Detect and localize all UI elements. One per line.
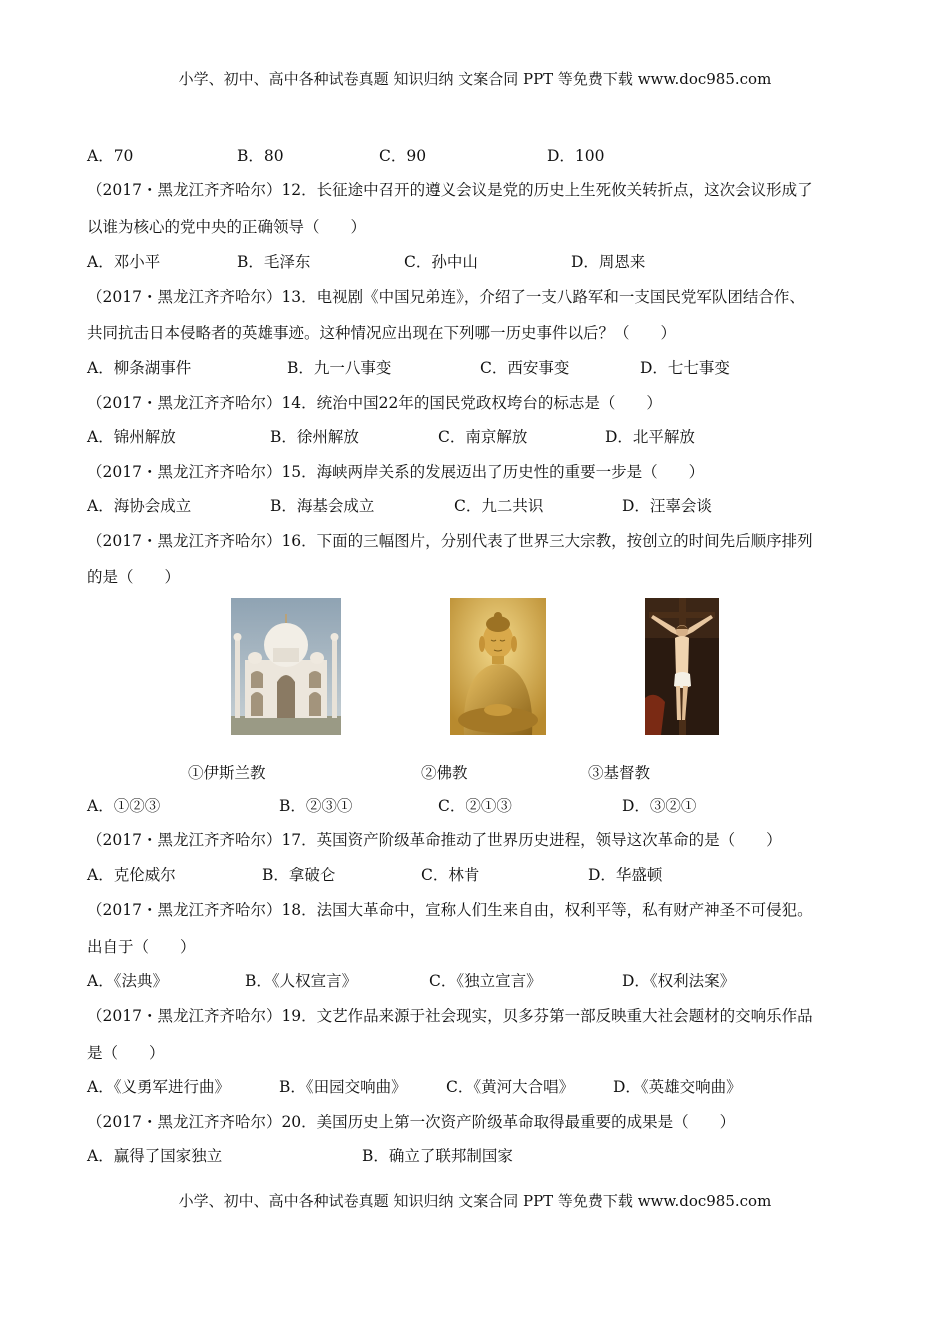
q14-option-a: A．锦州解放 (87, 428, 176, 446)
q12-stem-line1: （2017・黑龙江齐齐哈尔）12．长征途中召开的遵义会议是党的历史上生死攸关转折点，这次会议形成了 (87, 181, 813, 199)
q15-option-c: C．九二共识 (454, 497, 544, 515)
q18-option-b: B．《人权宣言》 (245, 972, 358, 990)
q16-option-a: A．①②③ (87, 797, 161, 815)
q19-stem-line2: 是（ ） (87, 1044, 165, 1062)
buddha-illustration (450, 598, 546, 735)
q11-option-d: D．100 (547, 147, 605, 165)
q13-stem-line2: 共同抗击日本侵略者的英雄事迹。这种情况应出现在下列哪一历史事件以后？（ ） (87, 324, 677, 342)
q17-option-b: B．拿破仑 (262, 866, 336, 884)
page-header: 小学、初中、高中各种试卷真题 知识归纳 文案合同 PPT 等免费下载 www.doc985.com (178, 70, 772, 88)
q14-option-c: C．南京解放 (438, 428, 528, 446)
q12-option-b: B．毛泽东 (237, 253, 311, 271)
q18-option-c: C．《独立宣言》 (429, 972, 542, 990)
q12-stem-line2: 以谁为核心的党中央的正确领导（ ） (87, 218, 367, 236)
q19-option-d: D．《英雄交响曲》 (613, 1078, 742, 1096)
page-footer: 小学、初中、高中各种试卷真题 知识归纳 文案合同 PPT 等免费下载 www.doc985.com (178, 1192, 772, 1210)
christianity-crucifix-image (645, 598, 719, 735)
q15-option-b: B．海基会成立 (270, 497, 375, 515)
crucifix-illustration (645, 598, 719, 735)
q15-option-d: D．汪辜会谈 (622, 497, 712, 515)
q16-stem-line1: （2017・黑龙江齐齐哈尔）16．下面的三幅图片，分别代表了世界三大宗教，按创立的时间先后顺序排列 (87, 532, 813, 550)
q11-option-b: B．80 (237, 147, 284, 165)
q20-option-a: A．赢得了国家独立 (87, 1147, 223, 1165)
q18-option-d: D．《权利法案》 (622, 972, 736, 990)
q13-option-d: D．七七事变 (640, 359, 730, 377)
q16-stem-line2: 的是（ ） (87, 568, 181, 586)
q12-option-a: A．邓小平 (87, 253, 161, 271)
q19-option-c: C．《黄河大合唱》 (446, 1078, 575, 1096)
q19-option-a: A．《义勇军进行曲》 (87, 1078, 230, 1096)
q17-option-c: C．林肯 (421, 866, 480, 884)
q16-caption-3: ③基督教 (588, 764, 651, 782)
q13-stem-line1: （2017・黑龙江齐齐哈尔）13．电视剧《中国兄弟连》，介绍了一支八路军和一支国民党军队团结合作、 (87, 288, 805, 306)
q16-option-d: D．③②① (622, 797, 697, 815)
q18-stem-line1: （2017・黑龙江齐齐哈尔）18．法国大革命中，宣称人们生来自由，权利平等，私有财产神圣不可侵犯。 (87, 901, 813, 919)
q15-stem-line1: （2017・黑龙江齐齐哈尔）15．海峡两岸关系的发展迈出了历史性的重要一步是（ ） (87, 463, 705, 481)
q19-option-b: B．《田园交响曲》 (279, 1078, 407, 1096)
mosque-illustration (231, 598, 341, 735)
q16-caption-1: ①伊斯兰教 (188, 764, 266, 782)
q20-stem-line1: （2017・黑龙江齐齐哈尔）20．美国历史上第一次资产阶级革命取得最重要的成果是（ ） (87, 1113, 736, 1131)
q19-stem-line1: （2017・黑龙江齐齐哈尔）19．文艺作品来源于社会现实，贝多芬第一部反映重大社会题材的交响乐作品 (87, 1007, 813, 1025)
q15-option-a: A．海协会成立 (87, 497, 192, 515)
q13-option-a: A．柳条湖事件 (87, 359, 192, 377)
q14-stem-line1: （2017・黑龙江齐齐哈尔）14．统治中国22年的国民党政权垮台的标志是（ ） (87, 394, 662, 412)
q12-option-c: C．孙中山 (404, 253, 478, 271)
q11-option-a: A．70 (87, 147, 134, 165)
q18-stem-line2: 出自于（ ） (87, 938, 196, 956)
q12-option-d: D．周恩来 (571, 253, 646, 271)
q17-option-d: D．华盛顿 (588, 866, 663, 884)
q13-option-c: C．西安事变 (480, 359, 570, 377)
q16-option-b: B．②③① (279, 797, 353, 815)
q17-stem-line1: （2017・黑龙江齐齐哈尔）17．英国资产阶级革命推动了世界历史进程，领导这次革命的是（ ） (87, 831, 782, 849)
buddhism-statue-image (450, 598, 546, 735)
q11-option-c: C．90 (379, 147, 427, 165)
q18-option-a: A．《法典》 (87, 972, 168, 990)
q20-option-b: B．确立了联邦制国家 (362, 1147, 513, 1165)
q14-option-b: B．徐州解放 (270, 428, 359, 446)
q16-caption-2: ②佛教 (421, 764, 468, 782)
q17-option-a: A．克伦威尔 (87, 866, 176, 884)
q13-option-b: B．九一八事变 (287, 359, 392, 377)
islam-mosque-image (231, 598, 341, 735)
q16-option-c: C．②①③ (438, 797, 512, 815)
q14-option-d: D．北平解放 (605, 428, 695, 446)
